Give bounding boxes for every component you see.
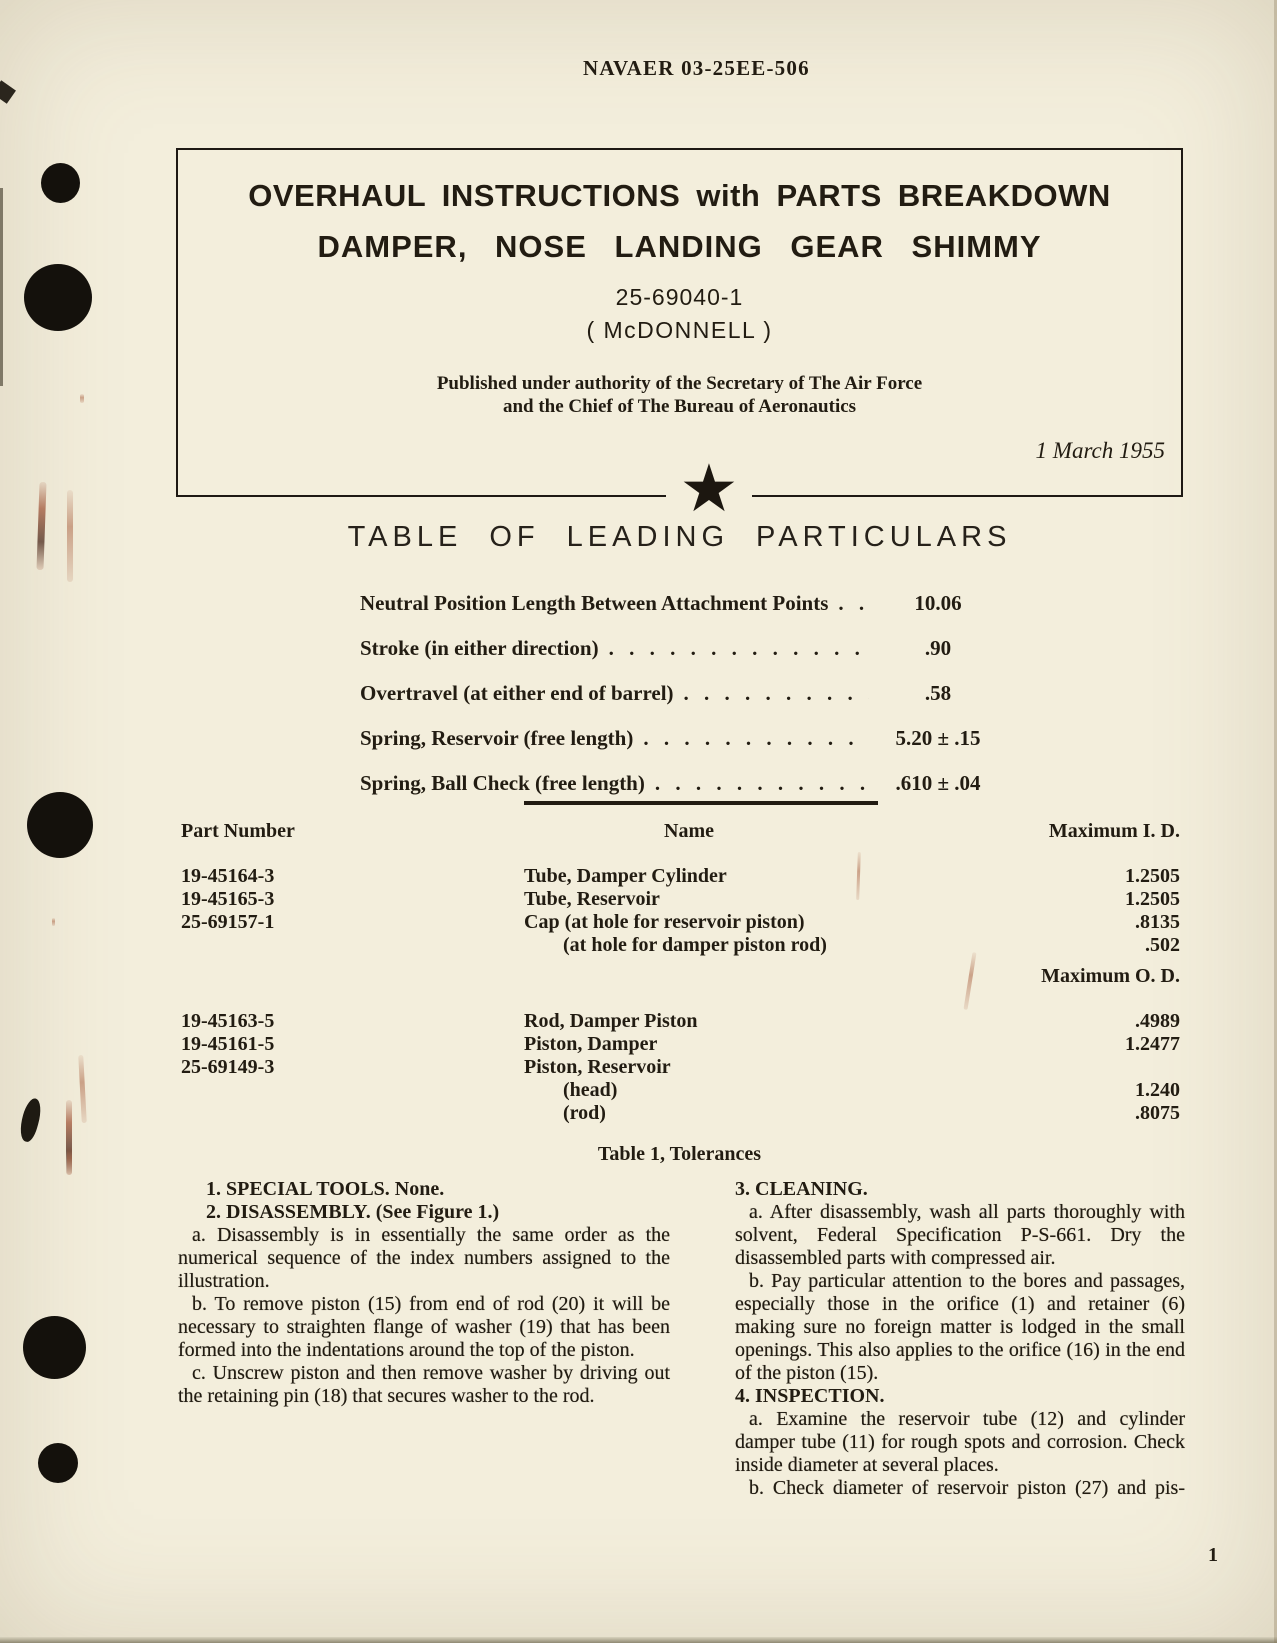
cell-value: .4989	[1135, 1010, 1180, 1032]
cell-part: 25-69157-1	[181, 911, 275, 933]
particular-value: .610 ± .04	[895, 771, 981, 795]
cell-part	[181, 1079, 524, 1102]
cell-empty	[524, 965, 1005, 988]
cell-name: Rod, Damper Piston	[524, 1010, 698, 1032]
punch-hole-mark	[41, 163, 80, 203]
section-heading-inspection: 4. INSPECTION.	[735, 1385, 885, 1407]
table-subheader-row	[181, 965, 1180, 988]
cell-value	[1005, 1056, 1180, 1079]
cell-part: 19-45161-5	[181, 1033, 275, 1055]
particular-label: Neutral Position Length Between Attachment Points	[360, 591, 829, 615]
punch-hole-mark	[24, 264, 92, 331]
cell-name: Cap (at hole for reservoir piston)	[524, 911, 805, 933]
table-row	[181, 1056, 1180, 1079]
star-icon: ★	[666, 462, 752, 518]
punch-hole-mark	[38, 1443, 78, 1483]
col-header-part-number: Part Number	[181, 820, 295, 842]
particular-value: .90	[924, 636, 952, 660]
ink-smudge	[52, 918, 55, 926]
cell-name: (at hole for damper piston rod)	[563, 934, 827, 956]
authority-line-2: and the Chief of The Bureau of Aeronautics	[502, 396, 857, 417]
cell-value: .502	[1145, 934, 1180, 956]
cell-part	[181, 934, 524, 957]
cell-part: 19-45163-5	[181, 1010, 275, 1032]
page-edge-shadow	[0, 1637, 1277, 1643]
ink-smudge	[78, 1055, 87, 1123]
punch-hole-mark	[27, 792, 93, 858]
section-heading-disassembly: 2. DISASSEMBLY. (See Figure 1.)	[206, 1201, 500, 1223]
punch-hole-mark	[23, 1316, 86, 1379]
page-edge-shadow	[0, 188, 3, 386]
section-heading-cleaning: 3. CLEANING.	[735, 1178, 868, 1200]
col-header-name: Name	[664, 820, 714, 842]
particular-row	[360, 682, 1003, 705]
cell-value: .8075	[1135, 1102, 1180, 1124]
table-row	[181, 911, 1180, 934]
cell-name: (head)	[563, 1079, 618, 1101]
paragraph-cleaning-a: a. After disassembly, wash all parts thoroughly with solvent, Federal Specification P-S-661. Dry the disassembled parts with compressed air.	[735, 1201, 1185, 1269]
cell-name: (rod)	[563, 1102, 606, 1124]
paragraph-disassembly-a: a. Disassembly is in essentially the same order as the numerical sequence of the index numbers assigned to the illustration.	[178, 1224, 670, 1292]
particular-label: Overtravel (at either end of barrel)	[360, 681, 674, 705]
cell-part: 19-45164-3	[181, 865, 275, 887]
cell-part	[181, 1102, 524, 1125]
authority-line-1: Published under authority of the Secretary of The Air Force	[436, 373, 923, 394]
dot-leader	[609, 637, 869, 660]
table-row	[181, 934, 1180, 957]
particular-row	[360, 727, 1003, 750]
col-header-max-id: Maximum I. D.	[1048, 820, 1180, 842]
particular-label: Spring, Ball Check (free length)	[360, 771, 645, 795]
ink-smudge	[67, 490, 73, 582]
authority-statement	[178, 372, 1181, 418]
table-row	[181, 1102, 1180, 1125]
cell-empty	[181, 965, 524, 988]
ink-smudge	[67, 1147, 72, 1175]
page-subtitle: DAMPER, NOSE LANDING GEAR SHIMMY	[317, 229, 1042, 264]
cell-name: Piston, Reservoir	[524, 1056, 671, 1078]
horizontal-rule	[524, 801, 878, 805]
page-number: 1	[1208, 1544, 1218, 1566]
doc-number: NAVAER 03-25EE-506	[583, 56, 810, 80]
ink-smudge	[36, 482, 46, 570]
table-row	[181, 865, 1180, 888]
dot-leader	[643, 727, 869, 750]
particular-label: Spring, Reservoir (free length)	[360, 726, 634, 750]
particular-value: 10.06	[914, 591, 962, 615]
cell-part: 19-45165-3	[181, 888, 275, 910]
dot-leader	[655, 772, 869, 795]
dot-leader	[684, 682, 869, 705]
tolerances-table	[181, 820, 1180, 1125]
section-heading-special-tools: 1. SPECIAL TOOLS. None.	[206, 1178, 445, 1200]
cell-value: .8135	[1135, 911, 1180, 933]
table-caption: Table 1, Tolerances	[597, 1143, 762, 1165]
particular-row	[360, 592, 1003, 615]
particular-row	[360, 772, 1003, 795]
paragraph-inspection-a: a. Examine the reservoir tube (12) and cylinder damper tube (11) for rough spots and corrosion. Check inside diameter at several places.	[735, 1408, 1185, 1476]
leading-particulars-heading: TABLE OF LEADING PARTICULARS	[347, 521, 1012, 553]
table-row	[181, 1010, 1180, 1033]
page-corner-mark	[0, 80, 16, 103]
assembly-part-number: 25-69040-1	[615, 284, 744, 310]
col-header-max-od: Maximum O. D.	[1041, 965, 1180, 987]
page-title: OVERHAUL INSTRUCTIONS with PARTS BREAKDOWN	[248, 178, 1111, 213]
text-column-right	[735, 1178, 1185, 1500]
particular-value: .58	[924, 681, 952, 705]
cell-name: Piston, Damper	[524, 1033, 658, 1055]
particular-label: Stroke (in either direction)	[360, 636, 599, 660]
paragraph-disassembly-c: c. Unscrew piston and then remove washer by driving out the retaining pin (18) that secures washer to the rod.	[178, 1362, 670, 1407]
manufacturer: ( McDONNELL )	[586, 317, 773, 343]
title-box	[176, 148, 1183, 497]
ink-smudge	[80, 394, 84, 403]
paragraph-inspection-b: b. Check diameter of reservoir piston (27) and pis-	[749, 1477, 1185, 1499]
ink-blot	[16, 1097, 44, 1144]
cell-value: 1.2505	[1125, 888, 1180, 910]
paragraph-disassembly-b: b. To remove piston (15) from end of rod (20) it will be necessary to straighten flange of washer (19) that has been formed into the indentations around the top of the piston.	[178, 1293, 670, 1361]
table-row	[181, 888, 1180, 911]
table-header-row	[181, 820, 1180, 843]
publication-date: 1 March 1955	[1035, 438, 1165, 463]
table-row	[181, 1079, 1180, 1102]
particular-value: 5.20 ± .15	[895, 726, 981, 750]
cell-value: 1.240	[1135, 1079, 1180, 1101]
particular-row	[360, 637, 1003, 660]
table-row	[181, 1033, 1180, 1056]
dot-leader	[838, 592, 869, 615]
leading-particulars-list	[360, 592, 1003, 817]
text-column-left	[178, 1178, 670, 1408]
paragraph-cleaning-b: b. Pay particular attention to the bores and passages, especially those in the orifice (1) and retainer (6) making sure no foreign matter is lodged in the small openings. This also applies to the orifice (16) in the end of the piston (15).	[735, 1270, 1185, 1384]
cell-part: 25-69149-3	[181, 1056, 275, 1078]
cell-name: Tube, Damper Cylinder	[524, 865, 727, 887]
cell-value: 1.2505	[1125, 865, 1180, 887]
cell-name: Tube, Reservoir	[524, 888, 660, 910]
cell-value: 1.2477	[1125, 1033, 1180, 1055]
